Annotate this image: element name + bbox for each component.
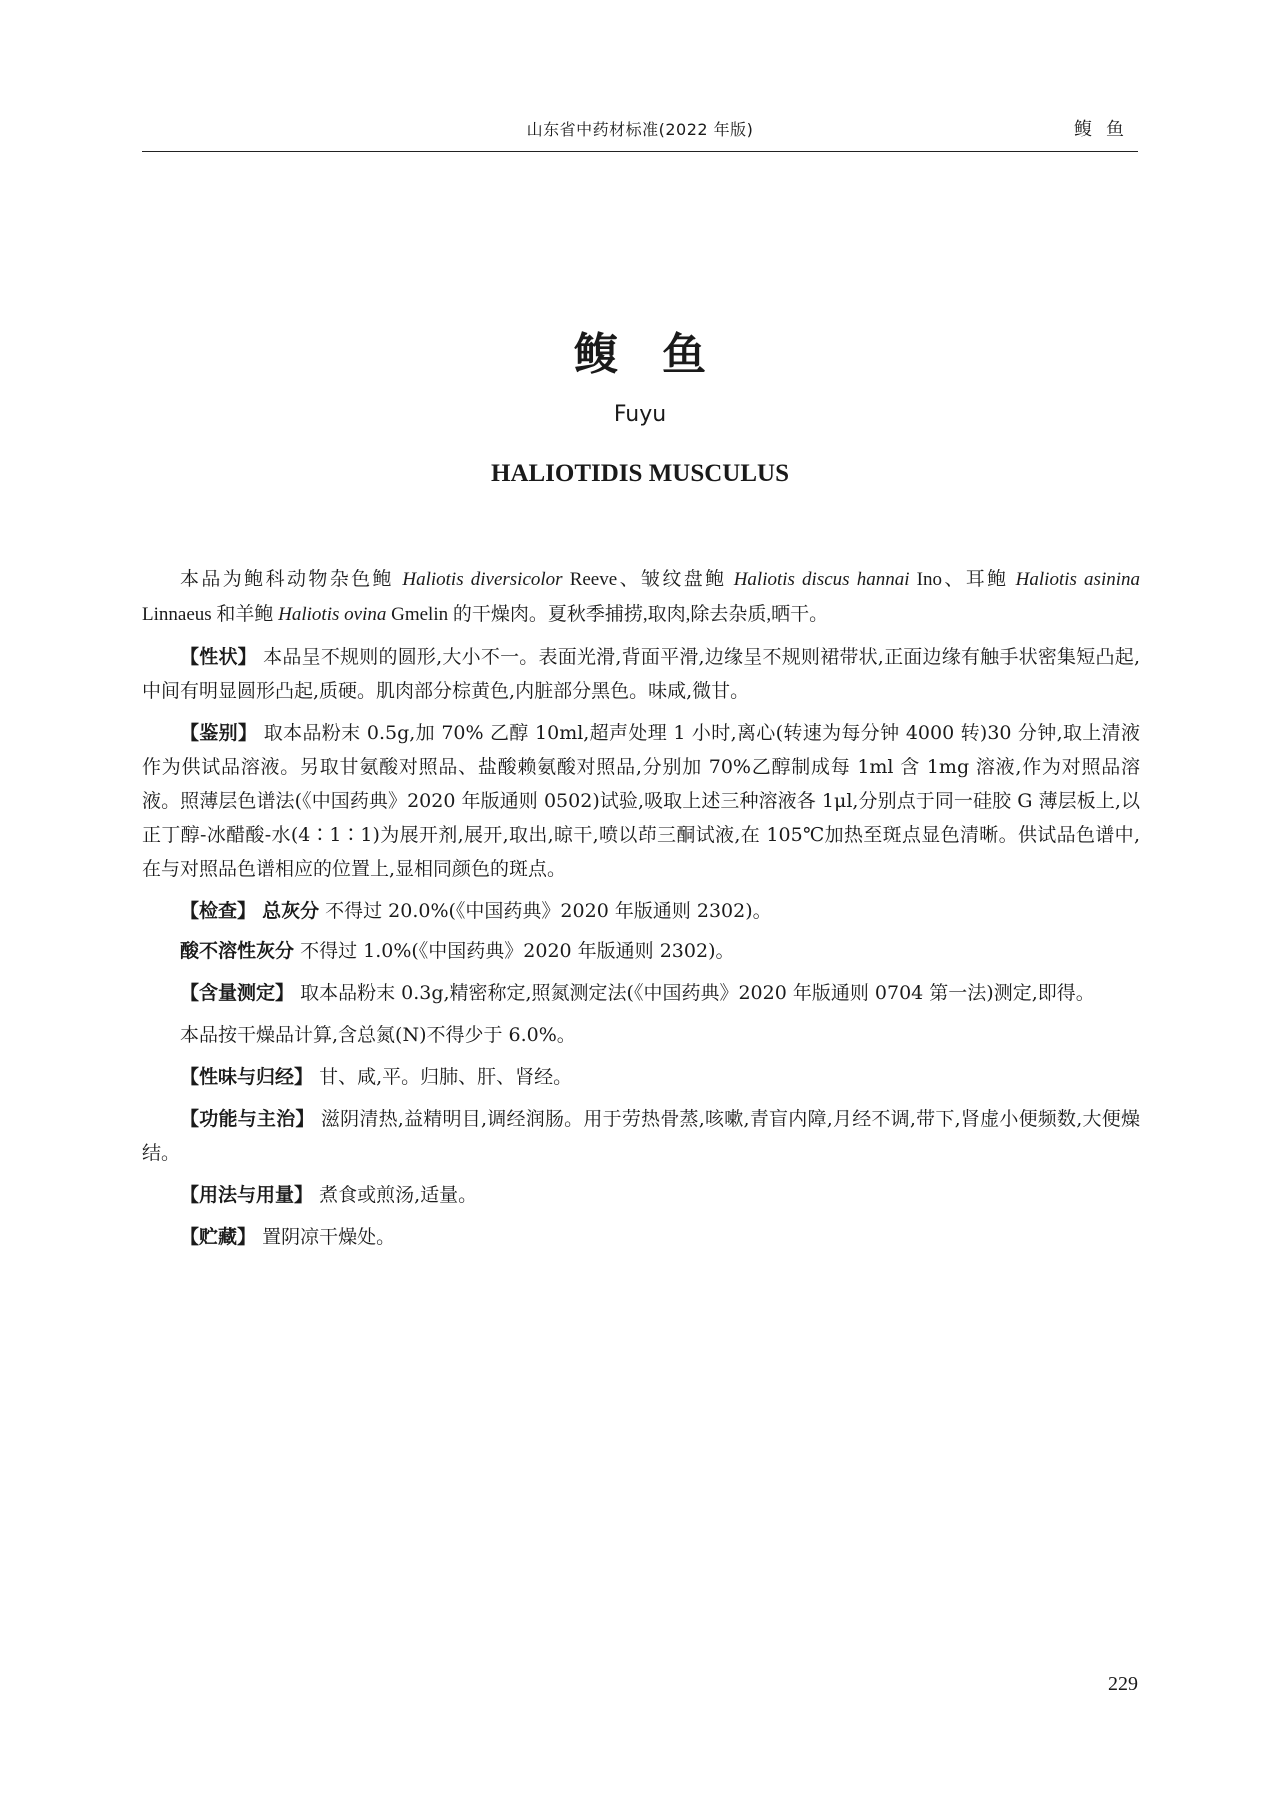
section-text: 甘、咸,平。归肺、肝、肾经。 (319, 1066, 573, 1088)
species-name: Haliotis asinina (1015, 569, 1140, 590)
section-storage (142, 1220, 1140, 1254)
section-identification (142, 716, 1140, 886)
intro-text: Linnaeus 和羊鲍 (142, 604, 279, 625)
section-label: 【贮藏】 (180, 1226, 257, 1248)
page-title: 鳆鱼 (574, 329, 750, 380)
monograph-body (142, 562, 1140, 1262)
intro-text: 本品为鲍科动物杂色鲍 (180, 568, 403, 590)
intro-text: Ino、耳鲍 (909, 569, 1016, 590)
section-label: 【鉴别】 (180, 722, 258, 744)
section-label: 【用法与用量】 (180, 1184, 314, 1206)
section-characteristics (142, 640, 1140, 708)
section-text: 本品呈不规则的圆形,大小不一。表面光滑,背面平滑,边缘呈不规则裙带状,正面边缘有触手状密集短凸起,中间有明显圆形凸起,质硬。肌肉部分棕黄色,内脏部分黑色。味咸,微甘。 (142, 646, 1140, 702)
section-label: 【含量测定】 (180, 982, 295, 1004)
species-name: Haliotis diversicolor (402, 569, 563, 590)
page-number: 229 (1108, 1673, 1138, 1695)
section-text: 置阴凉干燥处。 (262, 1226, 396, 1248)
pinyin-title: Fuyu (613, 402, 667, 427)
section-label: 【性味与归经】 (180, 1066, 314, 1088)
subitem-text: 不得过 20.0%(《中国药典》2020 年版通则 2302)。 (325, 900, 772, 922)
section-assay (142, 976, 1140, 1010)
running-header (142, 103, 1138, 152)
subitem-text: 不得过 1.0%(《中国药典》2020 年版通则 2302)。 (300, 940, 735, 962)
section-label: 【检查】 (180, 900, 257, 922)
intro-text: Gmelin 的干燥肉。夏秋季捕捞,取肉,除去杂质,晒干。 (386, 604, 829, 625)
book-title: 山东省中药材标准(2022 年版) (526, 120, 754, 139)
section-label: 【功能与主治】 (180, 1108, 315, 1130)
section-text: 取本品粉末 0.5g,加 70% 乙醇 10ml,超声处理 1 小时,离心(转速为每分钟 4000 转)30 分钟,取上清液作为供试品溶液。另取甘氨酸对照品、盐酸赖氨酸对照品,分别加 70%乙醇制成每 1ml 含 1mg 溶液,作为对照品溶液。照薄层色谱法(《中国药典》2020 年版通则 0502)试验,吸取上述三种溶液各 1μl,分别点于同一硅胶 G 薄层板上,以正丁醇-冰醋酸-水(4∶1∶1)为展开剂,展开,取出,晾干,喷以茚三酮试液,在 105℃加热至斑点显色清晰。供试品色谱中,在与对照品色谱相应的位置上,显相同颜色的斑点。 (142, 722, 1140, 880)
running-title: 鳆鱼 (1074, 119, 1138, 140)
section-text: 取本品粉末 0.3g,精密称定,照氮测定法(《中国药典》2020 年版通则 0704 第一法)测定,即得。 (300, 982, 1095, 1004)
section-label: 【性状】 (180, 646, 257, 668)
section-property-meridian (142, 1060, 1140, 1094)
section-function-indication (142, 1102, 1140, 1170)
subitem-label: 酸不溶性灰分 (180, 940, 295, 962)
section-usage-dosage (142, 1178, 1140, 1212)
subitem-label: 总灰分 (262, 900, 320, 922)
intro-text: Reeve、皱纹盘鲍 (562, 569, 734, 590)
section-text: 煮食或煎汤,适量。 (319, 1184, 478, 1206)
intro-paragraph (142, 562, 1140, 632)
section-text: 本品按干燥品计算,含总氮(N)不得少于 6.0%。 (180, 1024, 576, 1046)
section-examination-sub (142, 934, 1140, 968)
section-text: 滋阴清热,益精明目,调经润肠。用于劳热骨蒸,咳嗽,青盲内障,月经不调,带下,肾虚小便频数,大便燥结。 (142, 1108, 1140, 1164)
species-name: Haliotis ovina (278, 604, 387, 625)
species-name: Haliotis discus hannai (733, 569, 910, 590)
assay-limit (142, 1018, 1140, 1052)
latin-title: HALIOTIDIS MUSCULUS (491, 460, 789, 487)
section-examination (142, 894, 1140, 928)
